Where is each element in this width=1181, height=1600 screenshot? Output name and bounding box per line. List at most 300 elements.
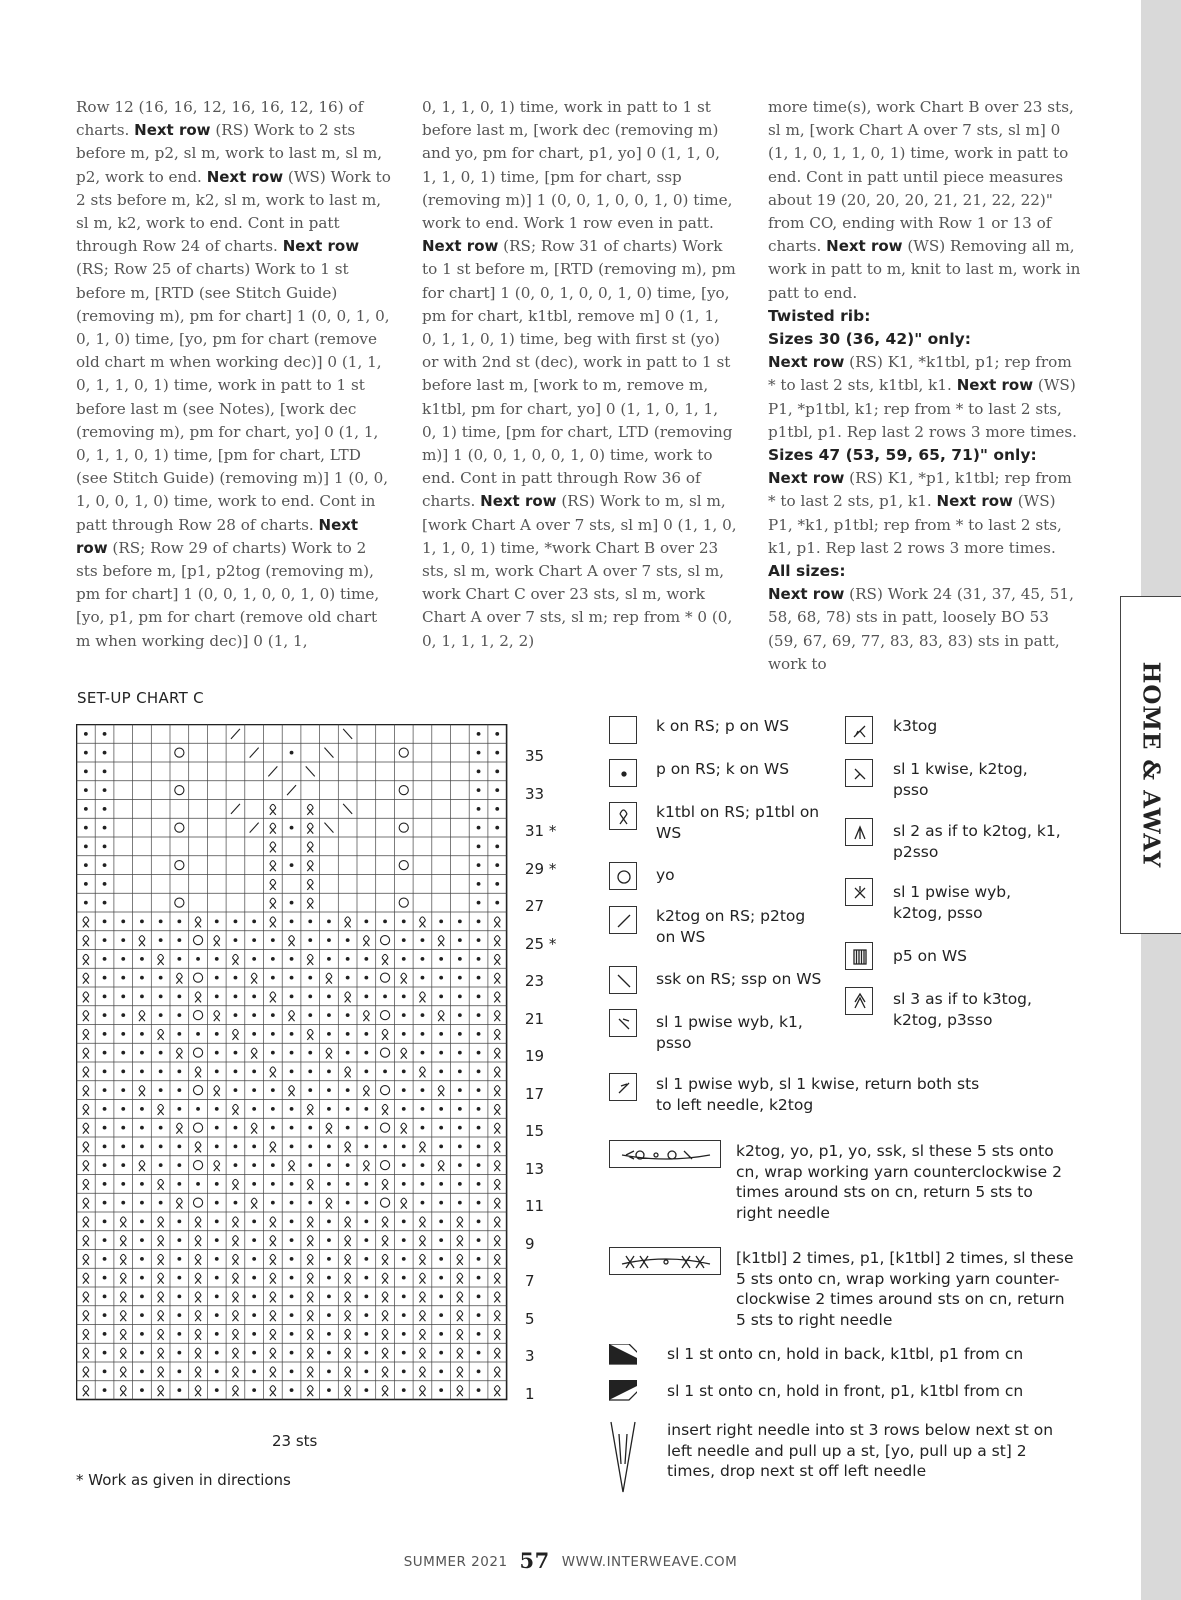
purl-dot [327,1088,331,1092]
row-number-label: 35 [525,747,545,766]
yarn-over-icon [609,862,637,890]
purl-dot [177,1163,181,1167]
purl-dot [458,1051,462,1055]
purl-dot [177,1332,181,1336]
purl-dot [103,1219,107,1223]
purl-dot [327,919,331,923]
purl-dot [439,1107,443,1111]
purl-dot [103,1201,107,1205]
purl-dot [252,919,256,923]
purl-dot [364,1388,368,1392]
purl-dot [215,1201,219,1205]
section-tab [1120,596,1181,934]
body-text: (WS) P1, *p1tbl, k1; rep from * to last 2 sts, p1tbl, p1. Rep last 2 rows 3 more times. [768,376,1077,441]
purl-dot [234,1163,238,1167]
key-label: sl 3 as if to k3tog, k2tog, p3sso [893,990,1032,1029]
purl-dot [103,769,107,773]
purl-dot [84,844,88,848]
purl-dot [495,844,499,848]
purl-dot [271,938,275,942]
purl-dot [159,994,163,998]
purl-dot [177,1013,181,1017]
purl-dot [252,1388,256,1392]
section-heading: Sizes 47 (53, 59, 65, 71)" only: [768,446,1037,465]
purl-dot [477,1238,481,1242]
section-heading: Sizes 30 (36, 42)" only: [768,330,971,349]
paragraph [422,96,737,653]
purl-dot [364,1126,368,1130]
purl-dot [103,1051,107,1055]
left-twist-icon [609,1380,649,1400]
purl-dot [346,938,350,942]
purl-dot [290,826,294,830]
purl-dot [234,994,238,998]
purl-dot [84,807,88,811]
purl-dot [177,1294,181,1298]
purl-dot [290,751,294,755]
purl-dot [290,863,294,867]
purl-dot [346,1201,350,1205]
purl-dot [215,976,219,980]
footer-site: WWW.INTERWEAVE.COM [561,1554,738,1570]
purl-dot [234,1126,238,1130]
row-number-label: 3 [525,1347,535,1366]
knitting-chart [76,724,596,1424]
purl-dot [458,1032,462,1036]
row-instruction-label: Next row [422,237,499,256]
purl-dot [458,938,462,942]
purl-dot [477,919,481,923]
empty-square-icon [609,716,637,744]
purl-dot [402,1351,406,1355]
purl-dot [327,1013,331,1017]
purl-dot [271,1107,275,1111]
purl-dot [327,1313,331,1317]
purl-dot [140,1238,144,1242]
purl-dot [477,994,481,998]
purl-dot [327,938,331,942]
purl-dot [477,976,481,980]
purl-dot [252,1144,256,1148]
purl-dot [121,1088,125,1092]
chart-title: SET-UP CHART C [77,689,204,707]
purl-dot [327,1069,331,1073]
purl-dot [215,1069,219,1073]
purl-dot [103,1069,107,1073]
purl-dot [477,1369,481,1373]
purl-dot [121,994,125,998]
purl-dot [327,1107,331,1111]
body-text: (RS; Row 31 of charts) Work to 1 st before m, [RTD (removing m), pm for chart] 1 (0, 0, 1, 0, 0, 1, 0) time, [yo, pm for chart, k1tbl, remove m] 0 (1, 1, 0, 1, 1, 0, 1) time, beg with first st (yo) or with 2nd st (dec), work in patt to 1 st before last m, [work to m, remove m, k1tbl, pm for chart, yo] 0 (1, 1, 0, 1, 1, 0, 1) time, [pm for chart, LTD (removing m)] 1 (0, 0, 1, 0, 0, 1, 0) time, work to end. Cont in patt through Row 36 of charts. [422,237,736,511]
text-column-3 [768,96,1083,676]
purl-dot [140,1351,144,1355]
purl-dot [364,1257,368,1261]
purl-dot [458,994,462,998]
body-text: (RS) K1, *p1, k1tbl; rep from * to last 2 sts, p1, k1. [768,469,1072,511]
purl-dot [252,994,256,998]
key-label: yo [656,866,675,884]
purl-dot [421,1107,425,1111]
purl-dot [290,1257,294,1261]
purl-dot [252,1182,256,1186]
purl-dot [477,1201,481,1205]
purl-dot [103,1144,107,1148]
purl-dot [121,1126,125,1130]
purl-dot [271,976,275,980]
purl-dot [290,1107,294,1111]
purl-dot [177,1369,181,1373]
purl-dot [290,1032,294,1036]
purl-dot [402,1276,406,1280]
text-column-1 [76,96,391,653]
key-label: sl 1 st onto cn, hold in back, k1tbl, p1 from cn [667,1345,1024,1363]
row-instruction-label: Next row [768,585,845,604]
purl-dot [84,788,88,792]
key-label: p5 on WS [893,947,968,965]
purl-dot [103,751,107,755]
purl-dot [103,1107,107,1111]
purl-dot [103,807,107,811]
purl-dot [121,1163,125,1167]
purl-dot [327,1182,331,1186]
purl-dot [140,1388,144,1392]
purl-dot [402,1069,406,1073]
purl-dot [477,1013,481,1017]
purl-dot [271,1088,275,1092]
purl-dot [215,1219,219,1223]
purl-dot [308,1144,312,1148]
purl-dot [383,1069,387,1073]
purl-dot [383,919,387,923]
purl-dot [159,1013,163,1017]
purl-dot [103,1369,107,1373]
purl-dot [234,976,238,980]
purl-dot [215,1032,219,1036]
purl-dot [140,1182,144,1186]
purl-dot [103,732,107,736]
section-tab-label: HOME & AWAY [1137,661,1165,869]
purl-dot [495,769,499,773]
purl-dot [402,1294,406,1298]
purl-dot [252,1069,256,1073]
purl-dot [215,994,219,998]
text-column-2 [422,96,737,653]
purl-dot [402,1313,406,1317]
row-number-label: 15 [525,1122,545,1141]
purl-dot [252,1351,256,1355]
key-label: sl 1 st onto cn, hold in front, p1, k1tbl from cn [667,1382,1024,1400]
row-number-label: 1 [525,1384,535,1403]
purl-dot [421,976,425,980]
purl-dot [84,826,88,830]
purl-dot [177,1107,181,1111]
purl-dot [103,1126,107,1130]
purl-dot [103,938,107,942]
purl-dot [121,1144,125,1148]
purl-dot [477,1294,481,1298]
purl-dot [177,919,181,923]
purl-dot [103,1332,107,1336]
purl-dot [364,1332,368,1336]
section-heading: All sizes: [768,562,846,581]
purl-dot [290,994,294,998]
purl-dot [103,1238,107,1242]
purl-dot [290,1238,294,1242]
purl-dot [458,1126,462,1130]
purl-dot [308,919,312,923]
sl1-sl1-k2tog-icon [609,1073,637,1101]
purl-dot [346,1032,350,1036]
purl-dot [477,1032,481,1036]
purl-dot [477,807,481,811]
purl-dot [402,1388,406,1392]
row-number-label: 7 [525,1272,535,1291]
purl-dot [364,1238,368,1242]
key-label: p on RS; k on WS [656,760,790,778]
purl-dot [84,863,88,867]
paragraph [768,96,1083,676]
body-text: (WS) Removing all m, work in patt to m, knit to last m, work in patt to end. [768,237,1081,302]
key-label: sl 1 pwise wyb, sl 1 kwise, return both sts to left needle, k2tog [656,1075,980,1114]
purl-dot [458,1201,462,1205]
purl-dot [140,957,144,961]
purl-dot [364,1144,368,1148]
sl2-k1-p2sso-icon [845,818,873,846]
sl1-k1-psso-icon [609,1009,637,1037]
purl-dot [103,844,107,848]
purl-dot [290,1219,294,1223]
purl-dot [439,1369,443,1373]
purl-dot [252,1332,256,1336]
purl-dot [402,1182,406,1186]
purl-dot [477,788,481,792]
purl-dot [421,957,425,961]
purl-dot [177,1276,181,1280]
purl-dot [421,1126,425,1130]
purl-dot [140,976,144,980]
purl-dot [477,882,481,886]
right-twist-icon [609,1344,649,1364]
purl-dot [290,1369,294,1373]
purl-dot [196,1107,200,1111]
purl-dot [215,1238,219,1242]
purl-dot [439,1219,443,1223]
purl-dot [458,1144,462,1148]
purl-dot [121,1182,125,1186]
purl-dot [252,1013,256,1017]
purl-dot [495,788,499,792]
purl-dot [271,1013,275,1017]
purl-dot [271,1201,275,1205]
purl-dot [439,976,443,980]
row-number-label: 13 [525,1159,545,1178]
k3tog-icon [845,716,873,744]
purl-dot [290,1313,294,1317]
purl-dot [495,826,499,830]
sl1-pwise-k2tog-psso-icon [845,878,873,906]
purl-dot [215,1294,219,1298]
purl-dot [495,732,499,736]
purl-dot [439,1051,443,1055]
purl-dot [271,1163,275,1167]
chart-footnote: * Work as given in directions [76,1471,291,1489]
purl-dot [346,1126,350,1130]
purl-dot [364,957,368,961]
paragraph [76,96,391,653]
purl-dot [402,1369,406,1373]
row-instruction-label: Next row [134,121,211,140]
purl-dot [477,1088,481,1092]
purl-dot [364,919,368,923]
purl-dot [252,1088,256,1092]
purl-dot [308,1088,312,1092]
purl-dot [477,732,481,736]
purl-dot [103,882,107,886]
purl-dot [290,919,294,923]
purl-dot [439,1144,443,1148]
purl-dot [477,1388,481,1392]
key-label: [k1tbl] 2 times, p1, [k1tbl] 2 times, sl these 5 sts onto cn, wrap working yarn counter-clockwise 2 times around sts on cn, return 5 sts to right needle [736,1249,1074,1329]
purl-dot [308,938,312,942]
purl-dot [140,994,144,998]
purl-dot [121,1107,125,1111]
purl-dot [103,1276,107,1280]
purl-dot [215,1182,219,1186]
purl-dot [103,1313,107,1317]
purl-dot [402,1163,406,1167]
purl-dot [308,1069,312,1073]
purl-dot [215,1276,219,1280]
twisted-stitch-icon [609,802,637,830]
purl-dot [234,938,238,942]
purl-dot [402,1088,406,1092]
purl-dot [402,1219,406,1223]
purl-dot [159,976,163,980]
purl-dot [103,901,107,905]
sl3-k3tog-icon [845,987,873,1015]
section-heading: Twisted rib: [768,306,871,325]
purl-dot [290,1294,294,1298]
purl-dot [458,1013,462,1017]
purl-dot [458,957,462,961]
purl-dot [215,1051,219,1055]
key-label: k3tog [893,717,938,735]
purl-dot [439,1332,443,1336]
row-number-label: 27 [525,897,545,916]
purl-dot [402,957,406,961]
purl-dot [364,1369,368,1373]
purl-dot [121,976,125,980]
purl-dot [103,957,107,961]
k2tog-icon [609,906,637,934]
body-text: (RS) Work to m, sl m, [work Chart A over 7 sts, sl m] 0 (1, 1, 0, 1, 1, 0, 1) time, *work Chart B over 23 sts, sl m, work Chart A over 7 sts, sl m, work Chart C over 23 sts, sl m, work Chart A over 7 sts, sl m; rep from * 0 (0, 0, 1, 1, 1, 2, 2) [422,492,737,650]
purl-dot [439,957,443,961]
purl-dot [140,1107,144,1111]
purl-dot [140,1369,144,1373]
purl-dot [252,1369,256,1373]
purl-dot [290,1201,294,1205]
purl-dot [103,863,107,867]
purl-dot [121,1051,125,1055]
purl-dot [421,1051,425,1055]
stitch-count-label: 23 sts [272,1432,318,1450]
purl-dot [495,901,499,905]
footer-issue: SUMMER 2021 [403,1554,508,1570]
purl-dot [177,1313,181,1317]
row-instruction-label: Next row [936,492,1013,511]
key-label: sl 1 pwise wyb, k1, psso [656,1013,803,1052]
purl-dot [477,844,481,848]
purl-dot [439,1257,443,1261]
purl-dot [121,1201,125,1205]
purl-dot [327,1163,331,1167]
purl-dot [458,1088,462,1092]
dot-icon [609,759,637,787]
key-label: sl 1 pwise wyb, k2tog, psso [893,883,1012,922]
row-instruction-label: Next row [768,469,845,488]
purl-dot [364,994,368,998]
purl-dot [177,1032,181,1036]
purl-dot [308,1013,312,1017]
body-text: (RS) K1, *k1tbl, p1; rep from * to last 2 sts, k1tbl, k1. [768,353,1072,395]
key-label: insert right needle into st 3 rows below next st on left needle and pull up a st, [yo, pull up a st] 2 times, drop next st off left needle [667,1421,1054,1480]
body-text: more time(s), work Chart B over 23 sts, sl m, [work Chart A over 7 sts, sl m] 0 (1, 1, 0, 1, 1, 0, 1) time, work in patt to end. Cont in patt until piece measures about 19 (20, 20, 20, 21, 21, 22, 22)" from CO, ending with Row 1 or 13 of charts. [768,98,1074,256]
purl-dot [177,994,181,998]
row-number-label: 31 * [525,822,557,841]
purl-dot [103,826,107,830]
purl-dot [364,1201,368,1205]
purl-dot [159,1069,163,1073]
purl-dot [346,1051,350,1055]
purl-dot [477,1313,481,1317]
purl-dot [215,1107,219,1111]
body-text: (RS; Row 29 of charts) Work to 2 sts before m, [p1, p2tog (removing m), pm for chart] 1 (0, 0, 1, 0, 0, 1, 0) time, [yo, p1, pm for chart (remove old chart m when working dec)] 0 (1, 1, [76,538,380,650]
purl-dot [121,957,125,961]
purl-dot [177,1144,181,1148]
purl-dot [477,1182,481,1186]
purl-dot [252,1238,256,1242]
purl-dot [495,751,499,755]
purl-dot [495,863,499,867]
purl-dot [177,1257,181,1261]
purl-dot [159,1163,163,1167]
row-instruction-label: Next row [76,515,359,557]
elongated-stitch-icon [609,1420,637,1494]
purl-dot [290,1182,294,1186]
purl-dot [252,938,256,942]
purl-dot [327,1388,331,1392]
purl-dot [439,1276,443,1280]
purl-dot [477,1144,481,1148]
purl-dot [327,1144,331,1148]
purl-dot [402,994,406,998]
purl-dot [290,1144,294,1148]
purl-dot [421,1201,425,1205]
purl-dot [215,1144,219,1148]
purl-dot [177,1088,181,1092]
purl-dot [196,1182,200,1186]
purl-dot [121,1013,125,1017]
purl-dot [215,1351,219,1355]
purl-dot [84,901,88,905]
purl-dot [140,1144,144,1148]
purl-dot [84,732,88,736]
purl-dot [121,938,125,942]
purl-dot [439,1069,443,1073]
row-instruction-label: Next row [206,167,284,186]
purl-dot [84,751,88,755]
purl-dot [103,1257,107,1261]
